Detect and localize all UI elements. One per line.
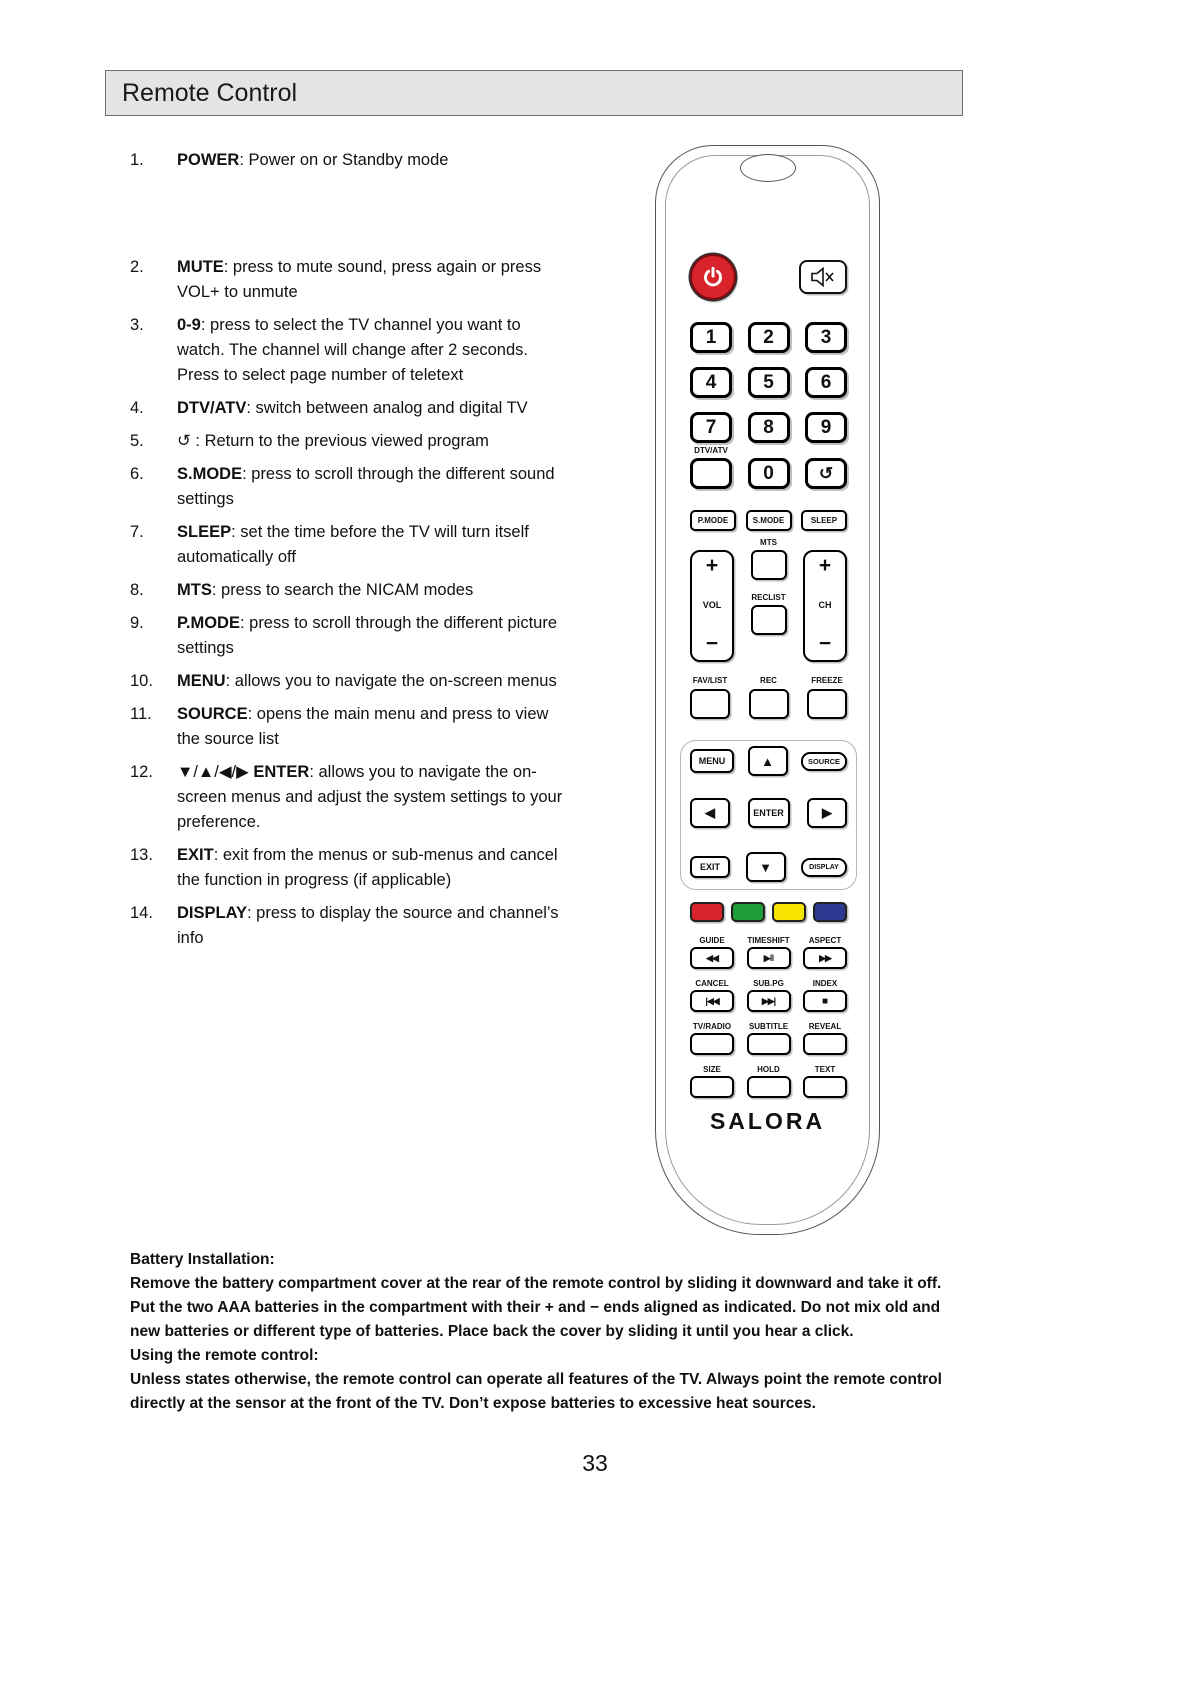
- list-item: [130, 462, 570, 512]
- yellow-button: [772, 902, 806, 922]
- enter-button: ENTER: [748, 798, 790, 828]
- item-term: DISPLAY: [177, 904, 247, 922]
- digit-8-button: 8: [748, 412, 790, 443]
- sleep-button: SLEEP: [801, 510, 847, 531]
- list-item: [130, 760, 570, 835]
- mute-button: [799, 260, 847, 294]
- list-item: [130, 429, 570, 454]
- fast-forward-button: [803, 947, 847, 969]
- colour-keys-row: [690, 902, 847, 922]
- source-button: SOURCE: [801, 752, 847, 771]
- battery-heading: Battery Installation:: [130, 1251, 275, 1268]
- list-item: [130, 255, 570, 305]
- list-item: [130, 148, 570, 173]
- transport-row-2: [690, 990, 847, 1012]
- ch-plus-label: +: [818, 554, 832, 577]
- favlist-label: FAV/LIST: [692, 676, 728, 685]
- digit-7-button: 7: [690, 412, 732, 443]
- ch-label: CH: [818, 600, 832, 610]
- item-desc: : press to display the source and channel’s info: [177, 904, 559, 947]
- hold-label: HOLD: [757, 1065, 780, 1074]
- vol-plus-label: +: [705, 554, 719, 577]
- digit-2-button: 2: [748, 322, 790, 353]
- subtitle-button: [747, 1033, 791, 1055]
- reclist-label: RECLIST: [751, 593, 786, 602]
- item-desc: : allows you to navigate the on-screen menus: [225, 672, 557, 690]
- function-keys-row: [690, 689, 847, 719]
- tvradio-labels-row: [690, 1022, 847, 1031]
- digit-row-4: [690, 458, 847, 489]
- exit-button: EXIT: [690, 856, 730, 878]
- cancel-label: CANCEL: [695, 979, 729, 988]
- battery-paragraph: Remove the battery compartment cover at the rear of the remote control by sliding it downward and take it off. Put the two AAA batteries in the compartment with their + and − ends aligned as indicated. Do not mix old and new batteries or different type of batteries. Place back the cover by sliding it until you hear a click.: [130, 1275, 942, 1340]
- digit-row-1: [690, 322, 847, 353]
- mute-icon: [809, 266, 837, 288]
- reveal-button: [803, 1033, 847, 1055]
- rec-label: REC: [760, 676, 777, 685]
- return-button: [805, 458, 847, 489]
- display-button: DISPLAY: [801, 858, 847, 877]
- rocker-row: [690, 550, 847, 662]
- power-button: [690, 254, 736, 300]
- subtitle-label: SUBTITLE: [748, 1022, 789, 1031]
- rewind-button: [690, 947, 734, 969]
- next-button: [747, 990, 791, 1012]
- item-number: 2.: [130, 258, 144, 276]
- item-term: P.MODE: [177, 614, 240, 632]
- channel-rocker: [803, 550, 847, 662]
- digit-row-3: [690, 412, 847, 443]
- timeshift-label: TIMESHIFT: [747, 936, 790, 945]
- play-pause-button: [747, 947, 791, 969]
- remote-illustration: [655, 145, 880, 1235]
- menu-row: [690, 746, 847, 776]
- list-item: [130, 702, 570, 752]
- item-desc: : Power on or Standby mode: [239, 151, 449, 169]
- vol-label: VOL: [702, 600, 722, 610]
- down-arrow-button: ▼: [746, 852, 786, 882]
- blue-button: [813, 902, 847, 922]
- page-number: 33: [582, 1450, 608, 1476]
- item-text: [177, 396, 570, 421]
- item-number: 3.: [130, 316, 144, 334]
- brand-wordmark: SALORA: [709, 1108, 826, 1134]
- list-item: [130, 669, 570, 694]
- battery-instructions: [130, 1248, 942, 1416]
- item-term: MUTE: [177, 258, 224, 276]
- stop-button: [803, 990, 847, 1012]
- subpg-label: SUB.PG: [753, 979, 784, 988]
- item-text: [177, 462, 570, 512]
- item-term: S.MODE: [177, 465, 243, 483]
- size-label: SIZE: [703, 1065, 721, 1074]
- transport-row-1: [690, 947, 847, 969]
- item-desc: : exit from the menus or sub-menus and cancel the function in progress (if applicable): [177, 846, 558, 889]
- arrow-keys-glyphs: ▼/▲/◀/▶: [177, 763, 254, 781]
- return-icon: ↺: [177, 432, 196, 450]
- mts-label-row: [690, 538, 847, 547]
- previous-icon: |◀◀: [705, 995, 719, 1006]
- item-number: 11.: [130, 705, 152, 723]
- guide-label: GUIDE: [699, 936, 725, 945]
- favlist-button: [690, 689, 730, 719]
- item-term: MTS: [177, 581, 212, 599]
- reveal-label: REVEAL: [808, 1022, 842, 1031]
- item-term: POWER: [177, 151, 240, 169]
- list-item: [130, 520, 570, 570]
- digit-5-button: 5: [748, 367, 790, 398]
- pmode-button: P.MODE: [690, 510, 736, 531]
- item-text: [177, 429, 570, 454]
- dtv-atv-button: [690, 458, 732, 489]
- item-desc: : Return to the previous viewed program: [195, 432, 489, 450]
- item-number: 12.: [130, 763, 153, 781]
- item-number: 14.: [130, 904, 153, 922]
- up-arrow-button: ▲: [748, 746, 788, 776]
- item-desc: : press to mute sound, press again or press VOL+ to unmute: [177, 258, 542, 301]
- item-text: [177, 843, 570, 893]
- item-text: [177, 313, 570, 388]
- stop-icon: ■: [821, 995, 829, 1007]
- previous-button: [690, 990, 734, 1012]
- list-item: [130, 611, 570, 661]
- item-number: 8.: [130, 581, 144, 599]
- button-descriptions-list: [130, 148, 570, 959]
- item-text: [177, 760, 570, 835]
- mts-reclist-column: [749, 550, 789, 635]
- tvradio-label: TV/RADIO: [692, 1022, 732, 1031]
- digit-6-button: 6: [805, 367, 847, 398]
- item-term: SOURCE: [177, 705, 248, 723]
- item-term: EXIT: [177, 846, 214, 864]
- fast-forward-icon: ▶▶: [819, 952, 831, 963]
- list-item: [130, 578, 570, 603]
- item-desc: : set the time before the TV will turn itself automatically off: [177, 523, 529, 566]
- item-text: [177, 255, 570, 305]
- item-text: [177, 611, 570, 661]
- item-desc: : press to search the NICAM modes: [211, 581, 474, 599]
- reclist-button: [751, 605, 787, 635]
- menu-button: MENU: [690, 749, 734, 773]
- tvradio-keys-row: [690, 1033, 847, 1055]
- volume-rocker: [690, 550, 734, 662]
- item-desc: : switch between analog and digital TV: [246, 399, 528, 417]
- text-button: [803, 1076, 847, 1098]
- item-desc: : press to scroll through the different sound settings: [177, 465, 555, 508]
- rec-button: [749, 689, 789, 719]
- size-labels-row: [690, 1065, 847, 1074]
- next-icon: ▶▶|: [761, 995, 776, 1006]
- ch-minus-label: −: [818, 632, 832, 655]
- item-term: SLEEP: [177, 523, 232, 541]
- digit-0-button: 0: [748, 458, 790, 489]
- green-button: [731, 902, 765, 922]
- item-number: 9.: [130, 614, 144, 632]
- list-item: [130, 843, 570, 893]
- item-number: 1.: [130, 151, 144, 169]
- item-term: DTV/ATV: [177, 399, 247, 417]
- size-keys-row: [690, 1076, 847, 1098]
- item-text: [177, 148, 570, 173]
- ir-lens: [740, 154, 796, 182]
- list-item: [130, 396, 570, 421]
- dtv-label-row: [690, 446, 847, 455]
- freeze-label: FREEZE: [811, 676, 843, 685]
- hold-button: [747, 1076, 791, 1098]
- item-text: [177, 702, 570, 752]
- digit-3-button: 3: [805, 322, 847, 353]
- item-term: 0-9: [177, 316, 201, 334]
- item-desc: : opens the main menu and press to view the source list: [177, 705, 549, 748]
- digit-row-2: [690, 367, 847, 398]
- enter-row: [690, 798, 847, 828]
- digit-1-button: 1: [690, 322, 732, 353]
- item-number: 6.: [130, 465, 144, 483]
- item-number: 4.: [130, 399, 144, 417]
- item-number: 10.: [130, 672, 153, 690]
- index-label: INDEX: [812, 979, 838, 988]
- page-title: Remote Control: [122, 78, 298, 107]
- left-arrow-button: ◀: [690, 798, 730, 828]
- item-text: [177, 901, 570, 951]
- cancel-labels-row: [690, 979, 847, 988]
- item-text: [177, 578, 570, 603]
- vol-minus-label: −: [705, 632, 719, 655]
- guide-labels-row: [690, 936, 847, 945]
- usage-paragraph: Unless states otherwise, the remote control can operate all features of the TV. Always point the remote control directly at the sensor at the front of the TV. Don’t expose batteries to excessive heat sources.: [130, 1371, 942, 1412]
- power-icon: [702, 266, 724, 288]
- tvradio-button: [690, 1033, 734, 1055]
- function-labels-row: [690, 676, 847, 685]
- smode-button: S.MODE: [746, 510, 792, 531]
- digit-4-button: 4: [690, 367, 732, 398]
- size-button: [690, 1076, 734, 1098]
- item-text: [177, 520, 570, 570]
- freeze-button: [807, 689, 847, 719]
- item-number: 13.: [130, 846, 153, 864]
- right-arrow-button: ▶: [807, 798, 847, 828]
- item-desc: : press to select the TV channel you want to watch. The channel will change after 2 seconds. Press to select page number of teletext: [177, 316, 528, 384]
- list-item: [130, 901, 570, 951]
- item-number: 7.: [130, 523, 144, 541]
- item-text: [177, 669, 570, 694]
- rewind-icon: ◀◀: [706, 952, 718, 963]
- mts-button: [751, 550, 787, 580]
- play-pause-icon: ▶‖: [763, 952, 774, 963]
- section-header: [105, 70, 963, 116]
- text-label: TEXT: [814, 1065, 836, 1074]
- usage-heading: Using the remote control:: [130, 1347, 319, 1364]
- exit-row: [690, 852, 847, 882]
- item-number: 5.: [130, 432, 144, 450]
- dtv-atv-label: DTV/ATV: [694, 446, 728, 455]
- item-desc: : allows you to navigate the on-screen menus and adjust the system settings to your preference.: [177, 763, 563, 831]
- aspect-label: ASPECT: [808, 936, 842, 945]
- item-desc: : press to scroll through the different picture settings: [177, 614, 557, 657]
- item-term: MENU: [177, 672, 226, 690]
- item-term: ENTER: [253, 763, 310, 781]
- mode-row: [690, 510, 847, 531]
- digit-9-button: 9: [805, 412, 847, 443]
- mts-label: MTS: [760, 538, 777, 547]
- list-item: [130, 313, 570, 388]
- return-icon: ↺: [818, 463, 834, 483]
- red-button: [690, 902, 724, 922]
- power-mute-row: [690, 254, 847, 300]
